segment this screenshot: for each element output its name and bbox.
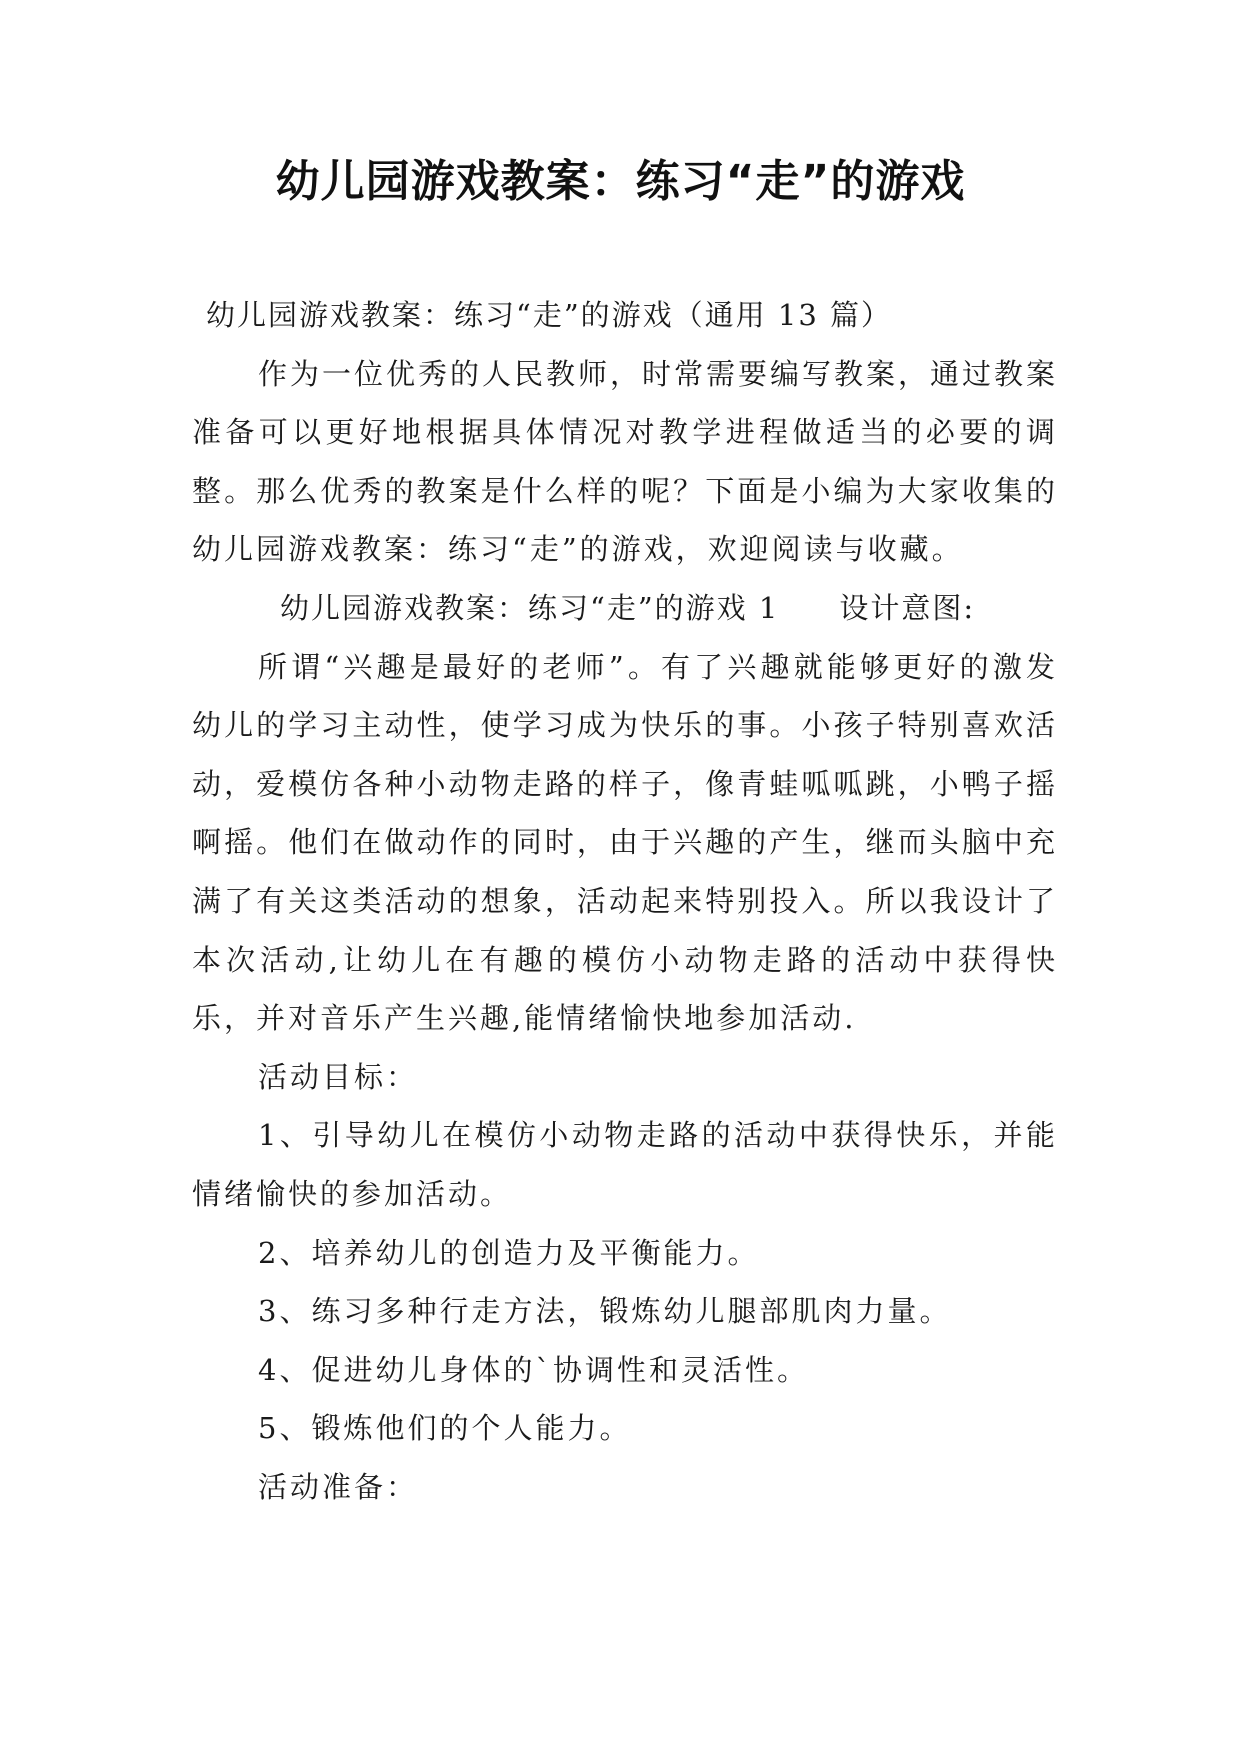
document-subtitle: 幼儿园游戏教案：练习“走”的游戏（通用 13 篇）: [206, 298, 892, 332]
goal-item-5: 5、锻炼他们的个人能力。: [258, 1411, 632, 1446]
goals-heading: 活动目标：: [258, 1059, 419, 1094]
preparation-heading: 活动准备：: [258, 1469, 419, 1504]
intro-paragraph: 作为一位优秀的人民教师，时常需要编写教案，通过教案准备可以更好地根据具体情况对教学进程做适当的必要的调整。那么优秀的教案是什么样的呢？下面是小编为大家收集的幼儿园游戏教案：练习“走”的游戏，欢迎阅读与收藏。: [192, 356, 1059, 567]
design-intent-paragraph: 所谓“兴趣是最好的老师”。有了兴趣就能够更好的激发幼儿的学习主动性，使学习成为快乐的事。小孩子特别喜欢活动，爱模仿各种小动物走路的样子，像青蛙呱呱跳，小鸭子摇啊摇。他们在做动作的同时，由于兴趣的产生，继而头脑中充满了有关这类活动的想象，活动起来特别投入。所以我设计了本次活动,让幼儿在有趣的模仿小动物走路的活动中获得快乐，并对音乐产生兴趣,能情绪愉快地参加活动.: [192, 649, 1058, 1036]
goal-item-1: 1、引导幼儿在模仿小动物走路的活动中获得快乐，并能情绪愉快的参加活动。: [192, 1118, 1058, 1211]
design-intent-label: 设计意图:: [839, 590, 976, 625]
goal-item-2: 2、培养幼儿的创造力及平衡能力。: [258, 1235, 760, 1270]
document-body: [192, 286, 1058, 1516]
section-heading: 幼儿园游戏教案：练习“走”的游戏 1: [280, 590, 780, 625]
section-heading-line: [192, 579, 1058, 638]
document-title: 幼儿园游戏教案：练习“走”的游戏: [275, 156, 966, 207]
goal-item-4: 4、促进幼儿身体的`协调性和灵活性。: [258, 1352, 809, 1387]
goal-item-3: 3、练习多种行走方法，锻炼幼儿腿部肌肉力量。: [258, 1294, 952, 1329]
